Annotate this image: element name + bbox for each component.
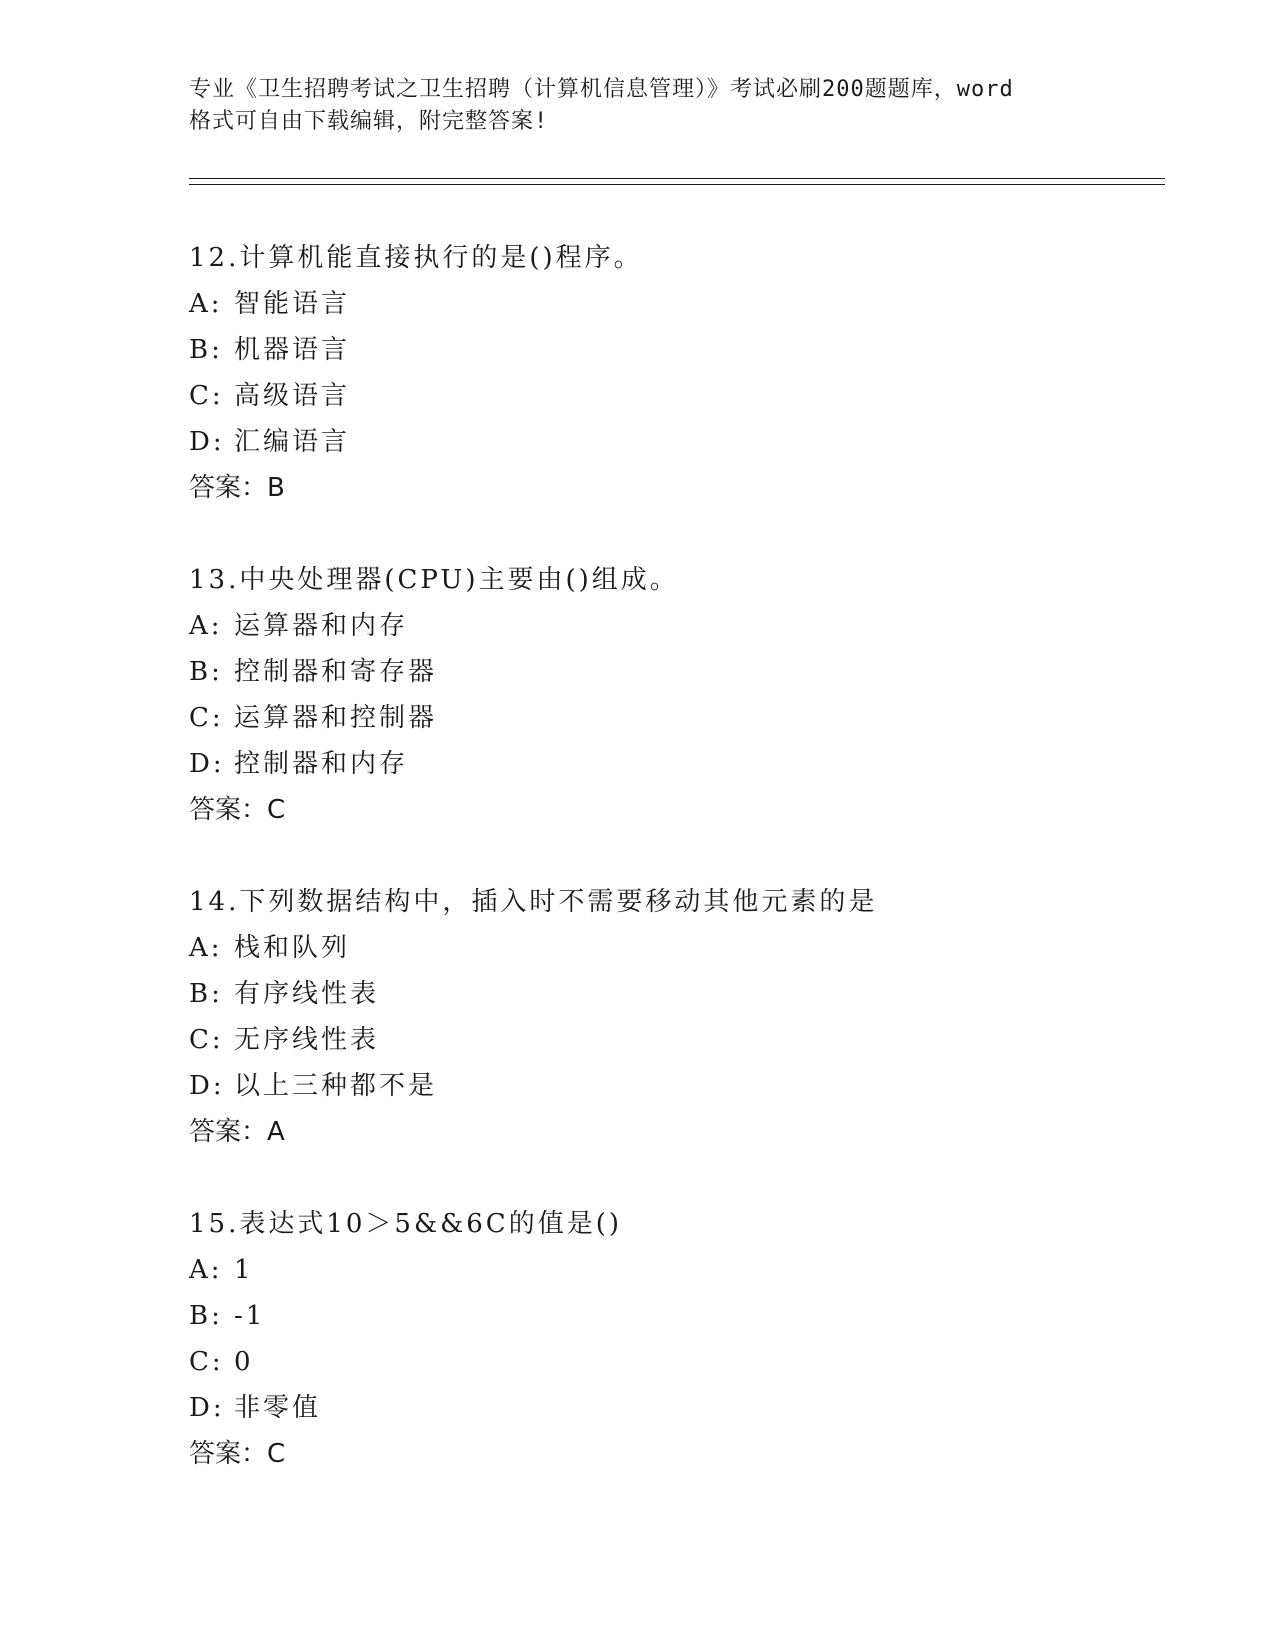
option-d bbox=[189, 1071, 1169, 1117]
option-a bbox=[189, 611, 1169, 657]
option-d bbox=[189, 1393, 1169, 1439]
question-14 bbox=[189, 887, 1169, 1163]
answer-line: 答案：C bbox=[189, 795, 286, 825]
header-line-2: 格式可自由下载编辑，附完整答案! bbox=[189, 109, 549, 134]
question-13 bbox=[189, 565, 1169, 841]
option-text: 运算器和控制器 bbox=[234, 703, 438, 733]
option-a bbox=[189, 289, 1169, 335]
option-letter: B: bbox=[189, 1301, 223, 1331]
answer-line: 答案：C bbox=[189, 1439, 286, 1469]
option-letter: B: bbox=[189, 335, 223, 365]
option-letter: A: bbox=[189, 611, 223, 641]
document-header bbox=[189, 74, 1089, 138]
option-a bbox=[189, 933, 1169, 979]
header-divider-bottom bbox=[189, 184, 1165, 185]
option-letter: A: bbox=[189, 1255, 223, 1285]
option-text: 运算器和内存 bbox=[234, 611, 409, 641]
option-text: 有序线性表 bbox=[234, 979, 380, 1009]
option-text: 0 bbox=[234, 1347, 254, 1377]
option-text: 以上三种都不是 bbox=[234, 1071, 438, 1101]
option-text: 控制器和寄存器 bbox=[234, 657, 438, 687]
question-12 bbox=[189, 243, 1169, 519]
option-c bbox=[189, 703, 1169, 749]
option-letter: B: bbox=[189, 657, 223, 687]
option-text: -1 bbox=[234, 1301, 266, 1331]
question-15 bbox=[189, 1209, 1169, 1485]
option-text: 高级语言 bbox=[234, 381, 351, 411]
option-b bbox=[189, 657, 1169, 703]
option-b bbox=[189, 979, 1169, 1025]
option-text: 非零值 bbox=[234, 1393, 322, 1423]
option-letter: C: bbox=[189, 1347, 224, 1377]
option-letter: A: bbox=[189, 933, 223, 963]
option-b bbox=[189, 335, 1169, 381]
option-letter: C: bbox=[189, 1025, 224, 1055]
question-title: 15.表达式10＞5&&6C的值是() bbox=[189, 1209, 622, 1239]
option-letter: D: bbox=[189, 1393, 225, 1423]
option-text: 智能语言 bbox=[234, 289, 351, 319]
answer-line: 答案：A bbox=[189, 1117, 285, 1147]
option-text: 栈和队列 bbox=[234, 933, 351, 963]
question-title: 12.计算机能直接执行的是()程序。 bbox=[189, 243, 643, 273]
option-letter: D: bbox=[189, 1071, 225, 1101]
option-letter: C: bbox=[189, 703, 224, 733]
option-c bbox=[189, 1347, 1169, 1393]
option-letter: D: bbox=[189, 749, 225, 779]
option-text: 无序线性表 bbox=[234, 1025, 380, 1055]
answer-line: 答案：B bbox=[189, 473, 285, 503]
option-a bbox=[189, 1255, 1169, 1301]
option-b bbox=[189, 1301, 1169, 1347]
question-title: 13.中央处理器(CPU)主要由()组成。 bbox=[189, 565, 679, 595]
option-letter: A: bbox=[189, 289, 223, 319]
option-c bbox=[189, 1025, 1169, 1071]
option-text: 汇编语言 bbox=[234, 427, 351, 457]
header-divider-top bbox=[189, 178, 1165, 179]
option-d bbox=[189, 749, 1169, 795]
option-c bbox=[189, 381, 1169, 427]
option-text: 控制器和内存 bbox=[234, 749, 409, 779]
option-letter: B: bbox=[189, 979, 223, 1009]
question-title: 14.下列数据结构中，插入时不需要移动其他元素的是 bbox=[189, 887, 878, 917]
header-line-1: 专业《卫生招聘考试之卫生招聘（计算机信息管理）》考试必刷200题题库，word bbox=[189, 77, 1014, 102]
option-letter: C: bbox=[189, 381, 224, 411]
option-text: 机器语言 bbox=[234, 335, 351, 365]
option-d bbox=[189, 427, 1169, 473]
option-text: 1 bbox=[234, 1255, 254, 1285]
option-letter: D: bbox=[189, 427, 225, 457]
